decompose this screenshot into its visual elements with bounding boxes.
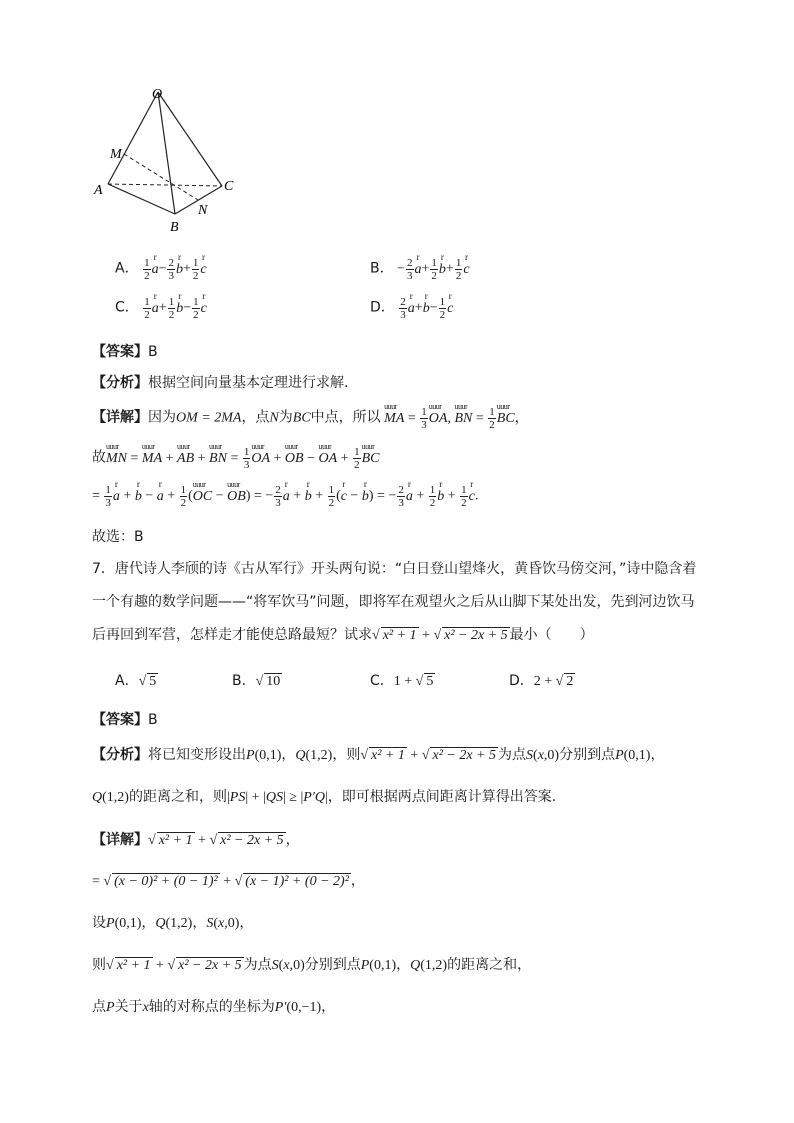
q7-line2: 一个有趣的数学问题——“将军饮马”问题，即将军在观望火之后从山脚下某处出发，先到河边饮马: [92, 594, 695, 610]
q6-option-d[interactable]: D． $\frac{2}{3}$ r a+r b− $\frac{1}{2}$ r c: [370, 296, 453, 321]
q7-detail-line1: 【详解】√ x² + 1 + √ x² − 2x + 5 ，: [92, 832, 300, 848]
q6-detail-line2: 故uuur MN = uuur MA + uuur AB + uuur BN = $\frac{1}{3}$ uuur OA + uuur OB − uuur OA + $\frac{1}{2}$ uuur BC: [92, 446, 379, 471]
q7-analysis-line1: 【分析】将已知变形设出P(0,1)，Q(1,2)，则√ x² + 1 + √ x² − 2x + 5 为点S(x,0)分别到点P(0,1)，: [92, 747, 665, 763]
q7-line1: 7．唐代诗人李颀的诗《古从军行》开头两句说：“白日登山望烽火，黄昏饮马傍交河，”诗中隐含着: [92, 561, 697, 577]
q6-option-c[interactable]: C． $\frac{1}{2}$ r a+ $\frac{1}{2}$ r b− $\frac{1}{2}$ r c: [115, 296, 207, 321]
q7-detail-line3: 设P(0,1)，Q(1,2)，S(x,0)，: [92, 915, 254, 931]
q7-answer: 【答案】B: [92, 712, 158, 728]
q7-detail-line5: 点P关于x轴的对称点的坐标为P′(0,−1)，: [92, 999, 336, 1015]
q7-option-d[interactable]: D．2 + √ 2: [509, 673, 574, 689]
label-b: B: [170, 220, 179, 235]
q6-option-a[interactable]: A． $\frac{1}{2}$ r a− $\frac{2}{3}$ r b+ $\frac{1}{2}$ r c: [115, 257, 207, 282]
q6-analysis: 【分析】根据空间向量基本定理进行求解.: [92, 375, 349, 391]
q6-detail-line1: 【详解】因为OM = 2MA，点N为BC中点，所以 uuur MA = $\frac{1}{3}$ uuur OA, uuur BN = $\frac{1}{2}$ uuur BC，: [92, 406, 529, 431]
label-a: A: [94, 183, 103, 198]
label-m: M: [110, 147, 122, 162]
label-c: C: [224, 179, 234, 194]
tetrahedron-figure: [90, 82, 250, 237]
q7-analysis-line2: Q(1,2)的距离之和，则|PS| + |QS| ≥ |P′Q|，即可根据两点间距离计算得出答案.: [92, 789, 557, 805]
q7-option-b[interactable]: B．√ 10: [232, 673, 281, 689]
q7-detail-line4: 则√ x² + 1 + √ x² − 2x + 5 为点S(x,0)分别到点P(0,1)，Q(1,2)的距离之和，: [92, 957, 532, 973]
q7-detail-line2: = √ (x − 0)² + (0 − 1)² + √ (x − 1)² + (0 − 2)² ，: [92, 874, 365, 889]
q6-option-b[interactable]: B． − $\frac{2}{3}$ r a+ $\frac{1}{2}$ r b+ $\frac{1}{2}$ r c: [370, 257, 470, 282]
label-o: O: [152, 87, 163, 102]
q6-detail-line3: = $\frac{1}{3}$ r a + r b − r a + $\frac{1}{2}$ (uuur OC − uuur OB) = − $\frac{2}{3}$ r a + r b + $\frac{1}{2}$ (r c − r b) = − $\frac{2}{3}$ r a + $\frac{1}{2}$ r b + $\frac{1}{2}$ r c.: [92, 484, 478, 509]
q6-conclusion: 故选：B: [92, 529, 144, 545]
q7-option-a[interactable]: A．√ 5: [115, 673, 157, 689]
q7-line3: 后再回到军营，怎样走才能使总路最短？试求√ x² + 1 + √ x² − 2x + 5 最小（ ）: [92, 627, 594, 643]
q7-option-c[interactable]: C．1 + √ 5: [370, 673, 434, 689]
label-n: N: [198, 203, 208, 218]
q6-answer: 【答案】B: [92, 344, 158, 360]
